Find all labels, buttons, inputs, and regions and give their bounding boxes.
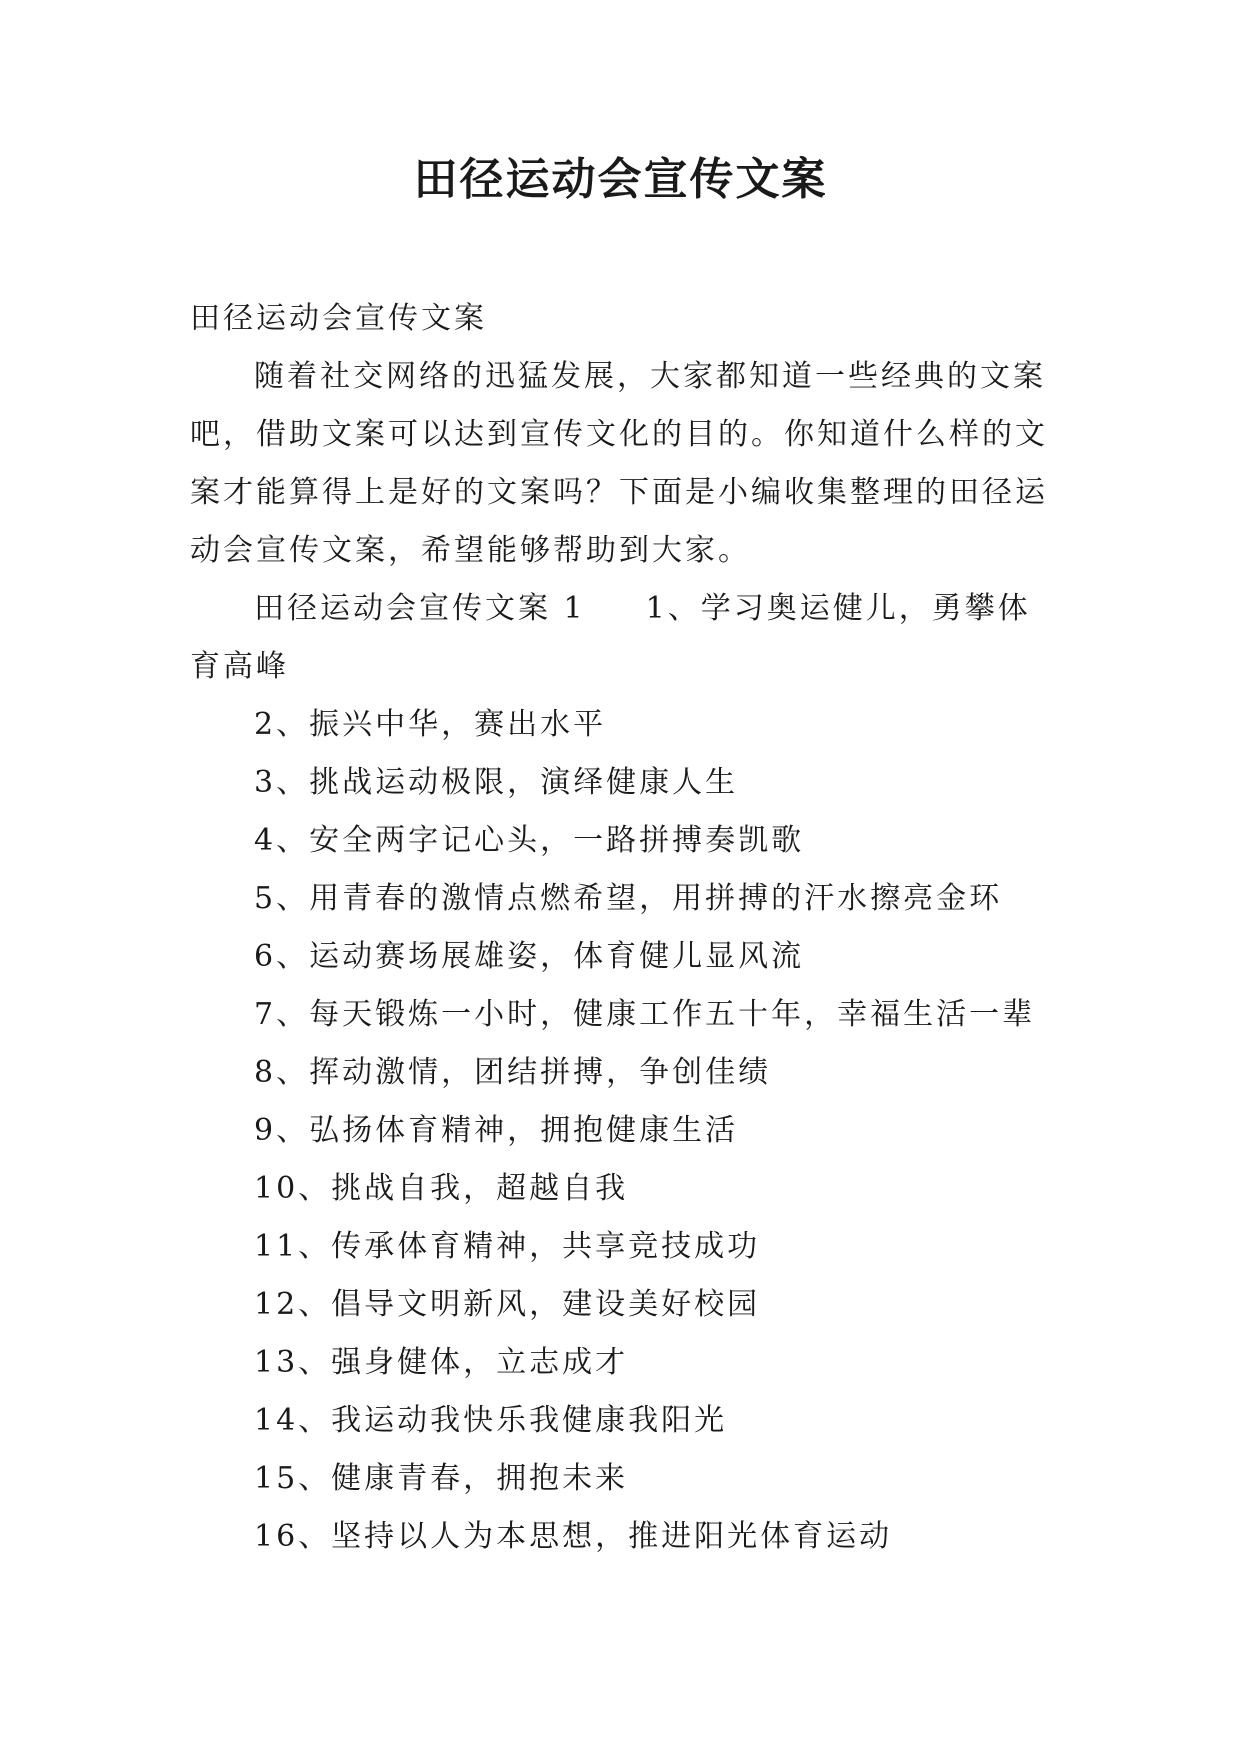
list-item: 15、健康青春，拥抱未来: [254, 1461, 629, 1496]
list-item: 7、每天锻炼一小时，健康工作五十年，幸福生活一辈: [254, 997, 1036, 1032]
list-item: 2、振兴中华，赛出水平: [254, 707, 607, 742]
list-item: 6、运动赛场展雄姿，体育健儿显风流: [254, 939, 805, 974]
list-item: 9、弘扬体育精神，拥抱健康生活: [254, 1113, 739, 1148]
list-item: 16、坚持以人为本思想，推进阳光体育运动: [254, 1519, 893, 1554]
document-title: 田径运动会宣传文案: [413, 154, 828, 205]
list-item: 13、强身健体，立志成才: [254, 1345, 629, 1380]
intro-paragraph: 随着社交网络的迅猛发展，大家都知道一些经典的文案吧，借助文案可以达到宣传文化的目的。你知道什么样的文案才能算得上是好的文案吗？下面是小编收集整理的田径运动会宣传文案，希望能够帮助到大家。: [190, 359, 1048, 568]
section-heading: 田径运动会宣传文案 1: [254, 591, 586, 626]
list-item: 12、倡导文明新风，建设美好校园: [254, 1287, 761, 1322]
slogan-list: [190, 696, 1050, 1566]
list-item: 4、安全两字记心头，一路拼搏奏凯歌: [254, 823, 805, 858]
document-subtitle: 田径运动会宣传文案: [190, 301, 487, 336]
list-item: 14、我运动我快乐我健康我阳光: [254, 1403, 728, 1438]
list-item: 10、挑战自我，超越自我: [254, 1171, 629, 1206]
first-slogan: 1、学习奥运健儿，勇攀体育高峰: [190, 591, 1031, 684]
list-item: 8、挥动激情，团结拼搏，争创佳绩: [254, 1055, 772, 1090]
list-item: 11、传承体育精神，共享竞技成功: [254, 1229, 761, 1264]
document-body: [190, 290, 1050, 1566]
list-item: 5、用青春的激情点燃希望，用拼搏的汗水擦亮金环: [254, 881, 1003, 916]
list-item: 3、挑战运动极限，演绎健康人生: [254, 765, 739, 800]
section-paragraph: [190, 580, 1050, 696]
